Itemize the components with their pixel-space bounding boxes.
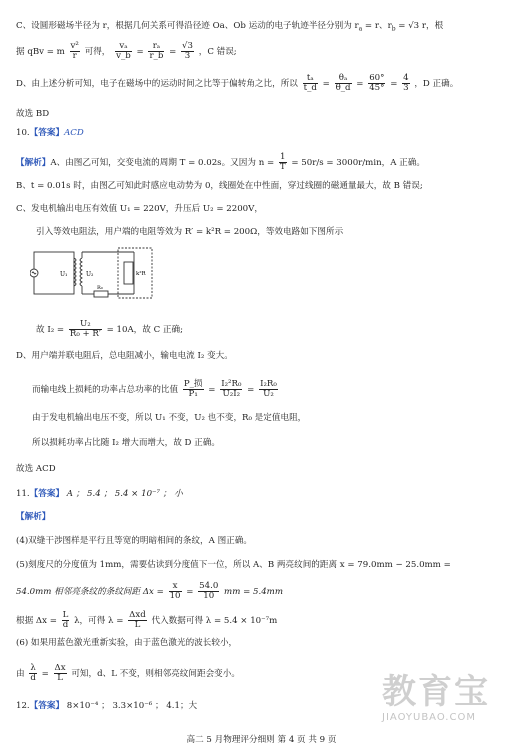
text-line: (4)双缝干涉图样是平行且等宽的明暗相间的条纹，A 图正确。 [16,536,252,546]
text: = 10A，故 C 正确; [106,325,183,335]
text: mm = 5.4mm [224,587,283,597]
fraction: $\frac{L}{d}$ [62,610,69,630]
text-line [36,320,183,339]
watermark-logo [382,672,512,734]
text: = [322,79,333,89]
text: 54.0mm 相邻亮条纹的条纹间距 Δx = [16,587,167,597]
text: = [169,47,180,57]
question-number: 11. [16,489,30,499]
fraction: $\frac{\lambda}{d}$ [30,663,36,683]
text: = r、r [362,21,392,31]
text: C、设圆形磁场半径为 r，根据几何关系可得沿径迹 Oa、Ob 运动的电子轨迹半径分别为 r [16,21,359,31]
text-line [32,380,280,399]
text-line [16,611,277,630]
analysis-tag: 【解析】 [16,158,51,168]
fraction: $\frac{\text{tₐ}}{t\_d}$ [303,73,317,93]
page-footer: 高二 5 月物理评分细则 第 4 页 共 9 页 [186,735,337,745]
text: A、由图乙可知，交变电流的周期 T = 0.02s。又因为 n = [50,158,277,168]
fraction: $\frac{\text{U₂}}{\text{R₀ + R′}}$ [69,319,101,339]
text-line [16,582,283,601]
text-line: C、发电机输出电压有效值 U₁ = 220V，升压后 U₂ = 2200V， [16,204,263,214]
answer-value: 8×10⁻⁴ ； 3.3×10⁻⁶ ； 4.1；大 [66,701,198,711]
analysis-tag: 【解析】 [16,512,51,522]
answer-tag: 【答案】 [29,489,65,499]
text: = [41,669,52,679]
fraction: $\frac{\text{Δxd}}{L}$ [129,610,146,630]
fraction: $\frac{60^\circ}{45^\circ}$ [369,73,385,93]
u2-label: U₂ [86,271,94,278]
answer-tag: 【答案】 [29,128,65,138]
answer-value: A ； 5.4 ； 5.4 × 10⁻⁷ ； 小 [66,489,183,499]
text-line: B、t = 0.01s 时，由图乙可知此时感应电动势为 0，线圈处在中性面，穿过线圈的磁通量最大，故 B 错误; [16,181,423,191]
text-line: C、设圆形磁场半径为 r，根据几何关系可得沿径迹 Oa、Ob 运动的电子轨迹半径分别为 $r_a = r$、$r_b = √3$ r，根 [16,21,444,33]
text: = [186,587,197,597]
watermark-text: 教育宝 [382,672,490,712]
fraction: $\frac{1}{T}$ [279,152,286,172]
text: D、由上述分析可知，电子在磁场中的运动时间之比等于偏转角之比，所以 [16,79,301,89]
text-line: 故选 BD [16,109,50,119]
text-line: (5)刻度尺的分度值为 1mm，需要估读到分度值下一位，所以 A、B 两亮纹间的距离 x = 79.0mm − 25.0mm = [16,560,451,570]
question-number: 10. [16,128,30,138]
text: 据 qBv = m [16,47,65,57]
fraction: $\frac{\text{I₂R₀}}{\text{U₂}}$ [260,379,277,399]
text: 可知，d、L 不变，则相邻亮纹间距会变小。 [71,669,240,679]
fraction: $\frac{\text{vₐ}}{v\_b}$ [116,41,131,61]
fraction: $\frac{x}{10}$ [169,581,181,601]
watermark-url: JIAOYUBAO.COM [382,712,476,723]
text-line: 引入等效电阻法，用户端的电阻等效为 R′ = k²R = 200Ω，等效电路如下图所示 [36,227,344,237]
text: = [136,47,147,57]
k2r-label: k²R [136,271,146,277]
text: = [247,385,258,395]
text: 根据 Δx = [16,616,60,626]
text: 由 [16,669,28,679]
circuit-diagram [30,246,165,302]
answer-value: ACD [64,128,84,138]
text: ，C 错误; [198,47,237,57]
text-line [16,42,237,61]
fraction: $\frac{\text{I₂²R₀}}{\text{U₂I₂}}$ [221,379,242,399]
r0-label: R₀ [97,285,103,291]
text: 故 I₂ = [36,325,67,335]
fraction: $\frac{\Delta x}{L}$ [54,663,66,683]
fraction: $\frac{\text{P\_损}}{\text{P₁}}$ [183,379,203,399]
answer-line [16,127,84,139]
text: 可得， [84,47,111,57]
fraction: $\frac{54.0}{10}$ [199,581,219,601]
text-line: D、用户端并联电阻后，总电阻减小，输电电流 I₂ 变大。 [16,351,233,361]
question-number: 12. [16,701,30,711]
text-line: 由于发电机输出电压不变，所以 U₁ 不变，U₂ 也不变，R₀ 是定值电阻， [32,413,307,423]
text: ，D 正确。 [414,79,459,89]
text-line [16,664,240,683]
u1-label: U₁ [60,271,68,278]
text-line: 故选 ACD [16,464,56,474]
text: 而输电线上损耗的功率占总功率的比值 [32,385,181,395]
text-line [16,153,425,172]
answer-line [16,700,197,712]
answer-line [16,488,183,500]
text: = [208,385,219,395]
text: = [390,79,401,89]
text-line: 所以损耗功率占比随 I₂ 增大而增大，故 D 正确。 [32,438,220,448]
text: 代入数据可得 λ = 5.4 × 10⁻⁷m [151,616,278,626]
text: = [356,79,367,89]
text: = 50r/s = 3000r/min，A 正确。 [291,158,425,168]
fraction: $\frac{4}{3}$ [403,73,409,93]
text-line: (6) 如果用蓝色激光重新实验，由于蓝色激光的波长较小， [16,638,238,648]
fraction: $\frac{\text{θₐ}}{\theta\_d}$ [335,73,351,93]
text-line [16,74,458,93]
fraction: $\frac{\text{v²}}{r}$ [70,41,79,61]
fraction: $\frac{√3}{3}$ [182,41,193,61]
text: λ，可得 λ = [74,616,127,626]
fraction: $\frac{\text{rₐ}}{r\_b}$ [149,41,164,61]
text: = √3 r，根 [395,21,444,31]
answer-tag: 【答案】 [29,701,65,711]
